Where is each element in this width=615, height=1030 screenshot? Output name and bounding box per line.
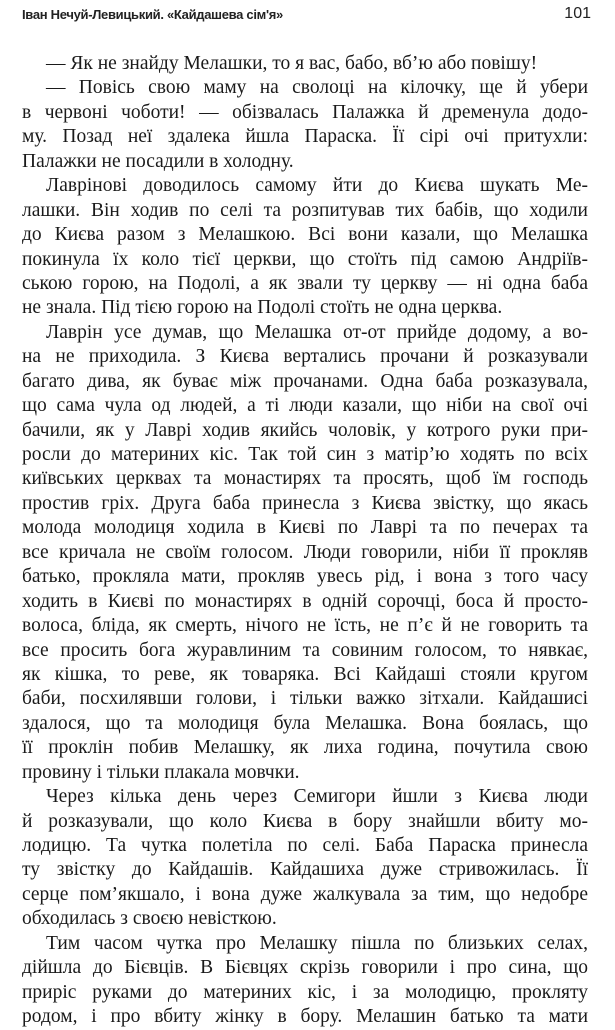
text-line: обходилась з своєю невісткою. xyxy=(22,908,277,930)
text-line: київських церквах та монастирях та просять, щоб їм господь xyxy=(22,468,588,490)
text-line: що сама чула од людей, а ті люди казали, що ніби на свої очі xyxy=(22,395,588,417)
text-line: й розказували, що коло Києва в бору знайшли вбиту мо- xyxy=(22,810,588,832)
text-line: багато дива, як буває між прочанами. Одна баба розказувала, xyxy=(22,370,588,392)
text-line: дійшла до Бієвців. В Бієвцях скрізь говорили і про сина, що xyxy=(22,957,588,979)
text-line: — Повісь свою маму на сволоці на кілочку, ще й убери xyxy=(46,77,588,99)
text-line: Лаврінові доводилось самому йти до Києва шукать Ме- xyxy=(46,175,588,197)
text-line: в червоні чоботи! — обізвалась Палажка й дременула додо- xyxy=(22,101,588,123)
text-line: на не приходила. З Києва вертались прочани й розказували xyxy=(22,346,588,368)
text-line: ською горою, на Подолі, а як звали ту церкву — ні одна баба xyxy=(22,272,588,294)
text-line: волоса, бліда, як смерть, нічого не їсть, не п’є й не говорить та xyxy=(22,615,588,637)
text-line: покинула їх коло тієї церкви, що стоїть під самою Андріїв- xyxy=(22,248,588,270)
text-line: її проклін побив Мелашку, як лиха година, почутила свою xyxy=(22,737,588,759)
text-line: ходить в Києві по монастирях в одній сорочці, боса й просто- xyxy=(22,590,588,612)
text-line: простив гріх. Друга баба принесла з Києва звістку, що якась xyxy=(22,492,588,514)
text-line: — Як не знайду Мелашки, то я вас, бабо, вб’ю або повішу! xyxy=(46,53,538,74)
text-line: не знала. Під тією горою на Подолі стоїть не одна церква. xyxy=(22,297,503,319)
running-header xyxy=(22,5,591,27)
text-line: провину і тільки плакала мовчки. xyxy=(22,761,300,783)
text-line: му. Позад неї здалека йшла Параска. Її сірі очі притухли: xyxy=(22,126,588,148)
text-line: Тим часом чутка про Мелашку пішла по близьких селах, xyxy=(46,932,588,954)
text-line: здалося, що та молодиця була Мелашка. Вона боялась, що xyxy=(22,712,588,734)
text-line: баби, посхилявши голови, і тільки важко зітхали. Кайдашисі xyxy=(22,688,588,710)
page-number: 101 xyxy=(564,5,591,22)
text-line: Лаврін усе думав, що Мелашка от-от прийде додому, а во- xyxy=(46,321,588,343)
text-line: все просить бога журавлиним та совиним голосом, то нявкає, xyxy=(22,639,588,661)
book-title: Іван Нечуй-Левицький. «Кайдашева сім'я» xyxy=(22,7,283,22)
page-body-text xyxy=(22,52,588,1030)
text-line: лашки. Він ходив по селі та розпитував тих бабів, що ходили xyxy=(22,199,588,221)
text-line: батько, прокляла мати, прокляв увесь рід, і вона з того часу xyxy=(22,566,588,588)
text-line: бачили, як у Лаврі ходив якийсь чоловік, у котрого руки при- xyxy=(22,419,588,441)
text-line: до Києва разом з Мелашкою. Всі вони казали, що Мелашка xyxy=(22,224,588,246)
text-line: все кричала не своїм голосом. Люди говорили, ніби її прокляв xyxy=(22,541,588,563)
text-line: молода молодиця ходила в Києві по Лаврі та по печерах та xyxy=(22,517,588,539)
text-line: росли до материних кіс. Так той син з матір’ю ходять по всіх xyxy=(22,444,588,465)
text-line: Палажки не посадили в холодну. xyxy=(22,150,294,172)
text-line: як кішка, то реве, як товаряка. Всі Кайдаші стояли кругом xyxy=(22,663,588,685)
text-line: ту звістку до Кайдашів. Кайдашиха дуже стривожилась. Її xyxy=(22,859,588,881)
text-line: родом, і про вбиту жінку в бору. Мелашин батько та мати xyxy=(22,1006,588,1028)
text-line: Через кілька день через Семигори йшли з Києва люди xyxy=(46,786,588,808)
text-line: лодицю. Та чутка полетіла по селі. Баба Параска принесла xyxy=(22,835,588,856)
text-line: приріс руками до материних кіс, і за молодицю, прокляту xyxy=(22,981,588,1003)
text-line: серце пом’якшало, і вона дуже жалкувала за тим, що недобре xyxy=(22,883,588,905)
